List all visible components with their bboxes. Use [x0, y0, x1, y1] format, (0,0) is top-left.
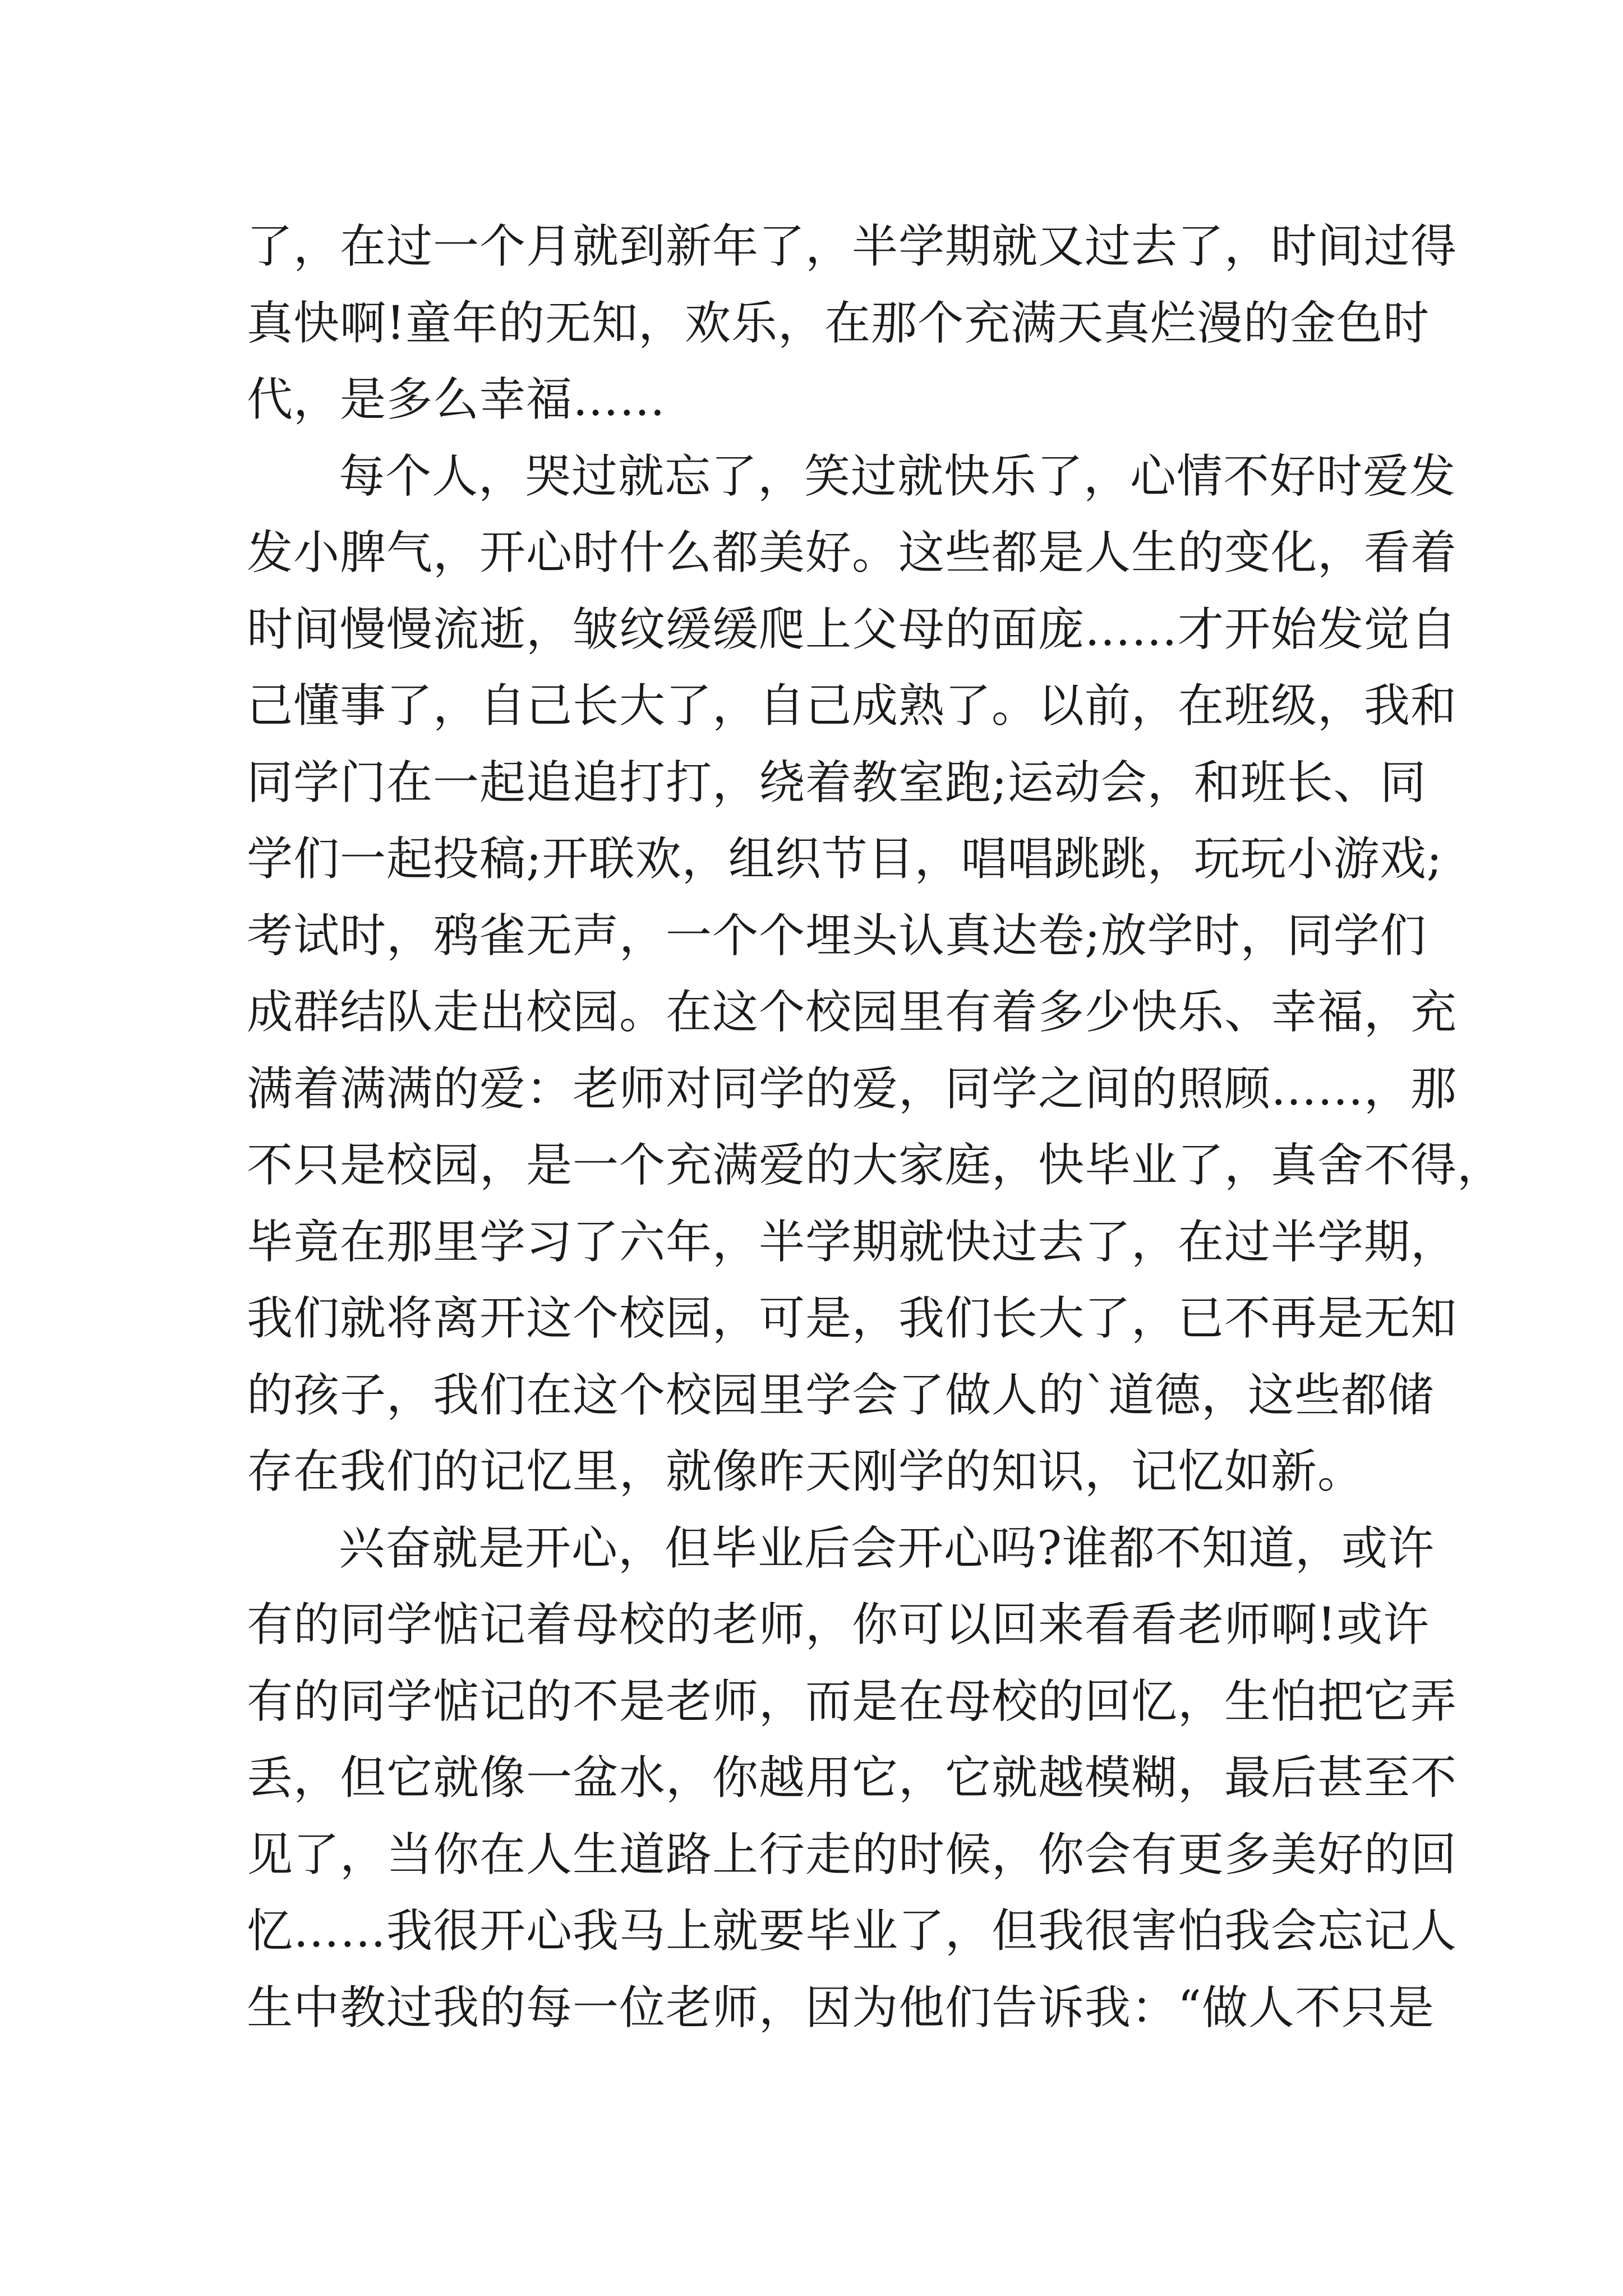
text-line: 不只是校园，是一个充满爱的大家庭，快毕业了，真舍不得，	[247, 1139, 1504, 1192]
text-line: 存在我们的记忆里，就像昨天刚学的知识，记忆如新。	[247, 1445, 1364, 1498]
text-line: 学们一起投稿;开联欢，组织节目，唱唱跳跳，玩玩小游戏;	[247, 832, 1443, 886]
text-line: 同学门在一起追追打打，绕着教室跑;运动会，和班长、同	[247, 756, 1427, 809]
text-line: 有的同学惦记着母校的老师，你可以回来看看老师啊!或许	[247, 1598, 1430, 1651]
text-line: 忆……我很开心我马上就要毕业了，但我很害怕我会忘记人	[247, 1904, 1458, 1958]
text-line: 生中教过我的每一位老师，因为他们告诉我：“做人不只是	[247, 1981, 1435, 2035]
text-line: 考试时，鸦雀无声，一个个埋头认真达卷;放学时，同学们	[247, 909, 1427, 963]
text-line: 了，在过一个月就到新年了，半学期就又过去了，时间过得	[247, 220, 1458, 273]
text-line: 己懂事了，自己长大了，自己成熟了。以前，在班级，我和	[247, 679, 1458, 733]
text-line: 满着满满的爱：老师对同学的爱，同学之间的照顾……，那	[247, 1062, 1458, 1116]
text-line: 兴奋就是开心，但毕业后会开心吗?谁都不知道，或许	[339, 1521, 1435, 1575]
text-line: 时间慢慢流逝，皱纹缓缓爬上父母的面庞……才开始发觉自	[247, 602, 1458, 656]
text-line: 成群结队走出校园。在这个校园里有着多少快乐、幸福，充	[247, 986, 1458, 1039]
text-line: 毕竟在那里学习了六年，半学期就快过去了，在过半学期，	[247, 1215, 1458, 1269]
text-line: 发小脾气，开心时什么都美好。这些都是人生的变化，看着	[247, 526, 1458, 579]
text-line: 真快啊!童年的无知，欢乐，在那个充满天真烂漫的金色时	[247, 296, 1430, 350]
text-line: 的孩子，我们在这个校园里学会了做人的`道德，这些都储	[247, 1368, 1435, 1422]
text-line: 每个人，哭过就忘了，笑过就快乐了，心情不好时爱发	[339, 449, 1456, 503]
text-line: 见了，当你在人生道路上行走的时候，你会有更多美好的回	[247, 1828, 1458, 1881]
text-line: 丢，但它就像一盆水，你越用它，它就越模糊，最后甚至不	[247, 1751, 1458, 1805]
text-line: 代，是多么幸福……	[247, 373, 666, 426]
document-body	[247, 209, 1504, 2046]
text-line: 我们就将离开这个校园，可是，我们长大了，已不再是无知	[247, 1292, 1458, 1345]
text-line: 有的同学惦记的不是老师，而是在母校的回忆，生怕把它弄	[247, 1674, 1458, 1728]
